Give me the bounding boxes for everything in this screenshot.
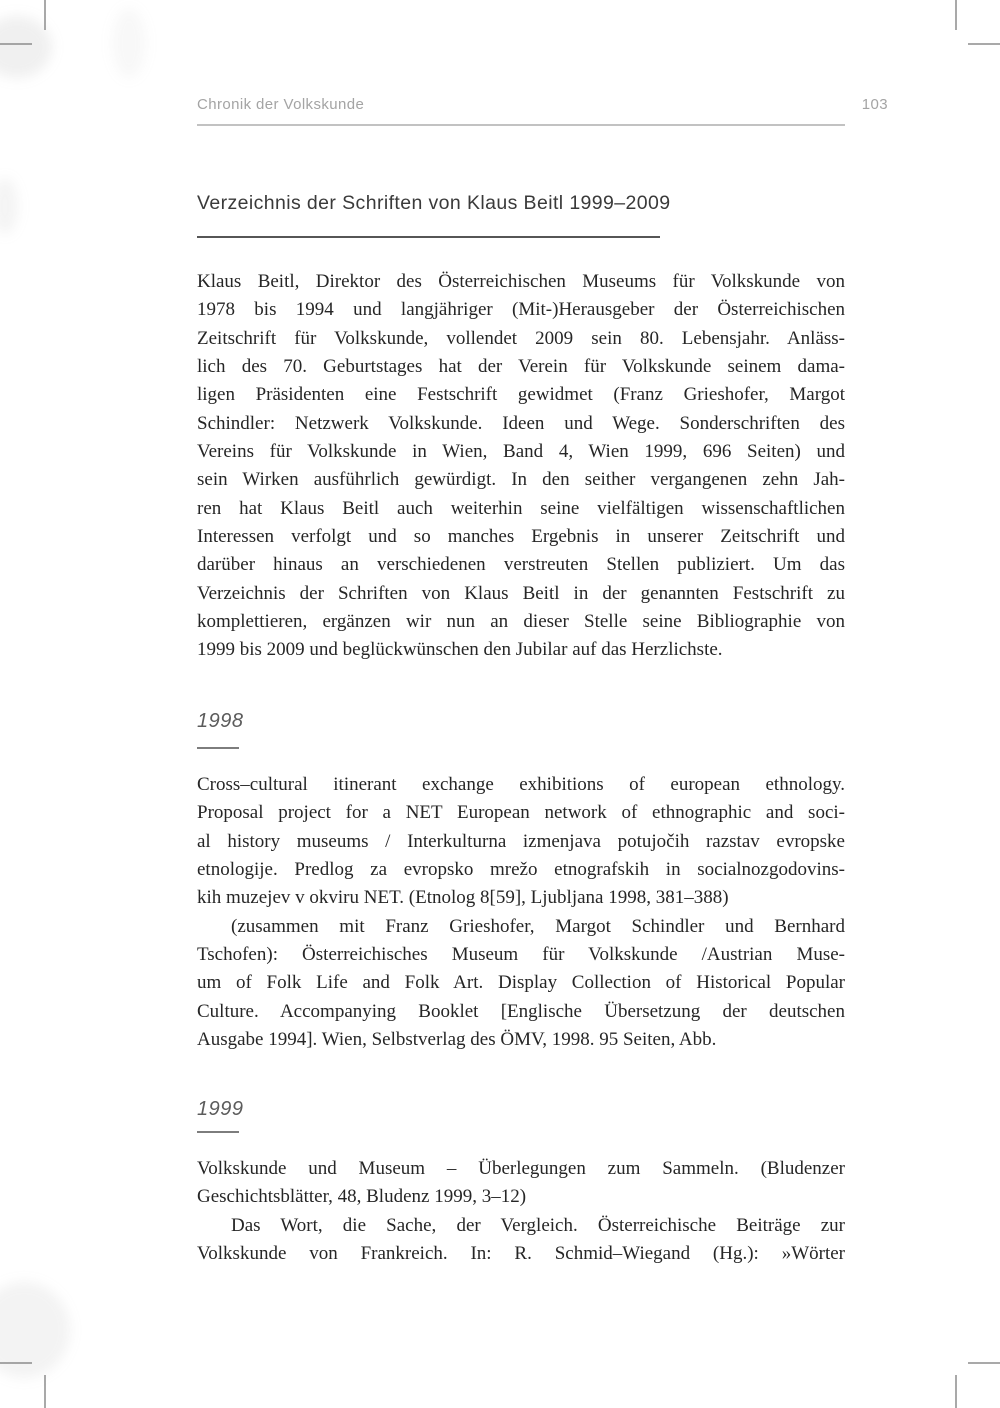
text-line: Zeitschrift für Volkskunde, vollendet 2009 sein 80. Lebensjahr. Anläss- bbox=[197, 327, 845, 349]
text-line: um of Folk Life and Folk Art. Display Collection of Historical Popular bbox=[197, 972, 845, 994]
text-line: ren hat Klaus Beitl auch weiterhin seine vielfältigen wissenschaftlichen bbox=[197, 497, 845, 519]
text-line: Volkskunde und Museum – Überlegungen zum Sammeln. (Bludenzer bbox=[197, 1158, 845, 1179]
title-rule bbox=[197, 236, 660, 238]
bibliography-entry bbox=[197, 913, 845, 1055]
section-year-heading: 1999 bbox=[197, 1098, 244, 1120]
section-1999 bbox=[197, 1096, 845, 1268]
text-line: Culture. Accompanying Booklet [Englische Übersetzung der deutschen bbox=[197, 1000, 845, 1022]
header-rule bbox=[197, 124, 845, 126]
text-line: darüber hinaus an verschiedenen verstreuten Stellen publiziert. Um das bbox=[197, 554, 845, 576]
text-line: Cross–cultural itinerant exchange exhibitions of european ethnology. bbox=[197, 774, 845, 795]
bibliography-entry bbox=[197, 1155, 845, 1212]
text-line: Geschichtsblätter, 48, Bludenz 1999, 3–12) bbox=[197, 1186, 527, 1208]
crop-mark-bottom-right-vertical bbox=[955, 1375, 957, 1408]
section-year-rule bbox=[197, 747, 239, 749]
text-line: ligen Präsidenten eine Festschrift gewidmet (Franz Grieshofer, Margot bbox=[197, 384, 845, 406]
scan-smudge bbox=[0, 1282, 70, 1378]
page-number: 103 bbox=[861, 96, 888, 113]
text-line: lich des 70. Geburtstages hat der Verein für Volkskunde seinem dama- bbox=[197, 356, 845, 378]
running-head-text: Chronik der Volkskunde bbox=[197, 96, 365, 113]
text-line: Verzeichnis der Schriften von Klaus Beitl in der genannten Festschrift zu bbox=[197, 582, 845, 604]
text-line: komplettieren, ergänzen wir nun an dieser Stelle seine Bibliographie von bbox=[197, 611, 845, 633]
text-line: Tschofen): Österreichisches Museum für Volkskunde /Austrian Muse- bbox=[197, 944, 845, 966]
crop-mark-bottom-right-horizontal bbox=[968, 1362, 1000, 1364]
text-line: Schindler: Netzwerk Volkskunde. Ideen und Wege. Sonderschriften des bbox=[197, 412, 845, 434]
text-line: Proposal project for a NET European network of ethnographic and soci- bbox=[197, 802, 845, 824]
section-year-heading: 1998 bbox=[197, 710, 244, 732]
text-line: Interessen verfolgt und so manches Ergebnis in unserer Zeitschrift und bbox=[197, 526, 845, 548]
text-line: Das Wort, die Sache, der Vergleich. Österreichische Beiträge zur bbox=[231, 1214, 845, 1236]
intro-paragraph bbox=[197, 268, 845, 665]
scan-smudge bbox=[112, 8, 146, 78]
crop-mark-top-left-vertical bbox=[44, 0, 46, 30]
text-line: 1999 bis 2009 und beglückwünschen den Jubilar auf das Herzlichste. bbox=[197, 639, 723, 661]
text-line: kih muzejev v okviru NET. (Etnolog 8[59], Ljubljana 1998, 381–388) bbox=[197, 887, 729, 909]
crop-mark-top-right-vertical bbox=[955, 0, 957, 30]
section-year-rule bbox=[197, 1131, 239, 1133]
article-title: Verzeichnis der Schriften von Klaus Beitl 1999–2009 bbox=[197, 192, 671, 214]
running-head-row bbox=[197, 96, 888, 114]
section-1998 bbox=[197, 708, 845, 1054]
crop-mark-top-right-horizontal bbox=[968, 43, 1000, 45]
scan-smudge bbox=[0, 178, 18, 234]
text-line: (zusammen mit Franz Grieshofer, Margot Schindler und Bernhard bbox=[231, 915, 845, 937]
text-line: Klaus Beitl, Direktor des Österreichischen Museums für Volkskunde von bbox=[197, 271, 845, 292]
bibliography-entry bbox=[197, 1212, 845, 1269]
text-line: al history museums / Interkulturna izmenjava potujočih razstav evropske bbox=[197, 830, 845, 852]
text-line: Ausgabe 1994]. Wien, Selbstverlag des ÖMV, 1998. 95 Seiten, Abb. bbox=[197, 1029, 717, 1051]
bibliography-entry bbox=[197, 771, 845, 913]
text-line: sein Wirken ausführlich gewürdigt. In den seither vergangenen zehn Jah- bbox=[197, 469, 845, 491]
crop-mark-bottom-left-vertical bbox=[44, 1375, 46, 1408]
text-line: 1978 bis 1994 und langjähriger (Mit-)Herausgeber der Österreichischen bbox=[197, 299, 845, 321]
text-line: etnologije. Predlog za evropsko mrežo etnografskih in socialnozgodovins- bbox=[197, 859, 845, 881]
text-line: Vereins für Volkskunde in Wien, Band 4, Wien 1999, 696 Seiten) und bbox=[197, 441, 845, 463]
text-line: Volkskunde von Frankreich. In: R. Schmid–Wiegand (Hg.): »Wörter bbox=[197, 1243, 845, 1265]
